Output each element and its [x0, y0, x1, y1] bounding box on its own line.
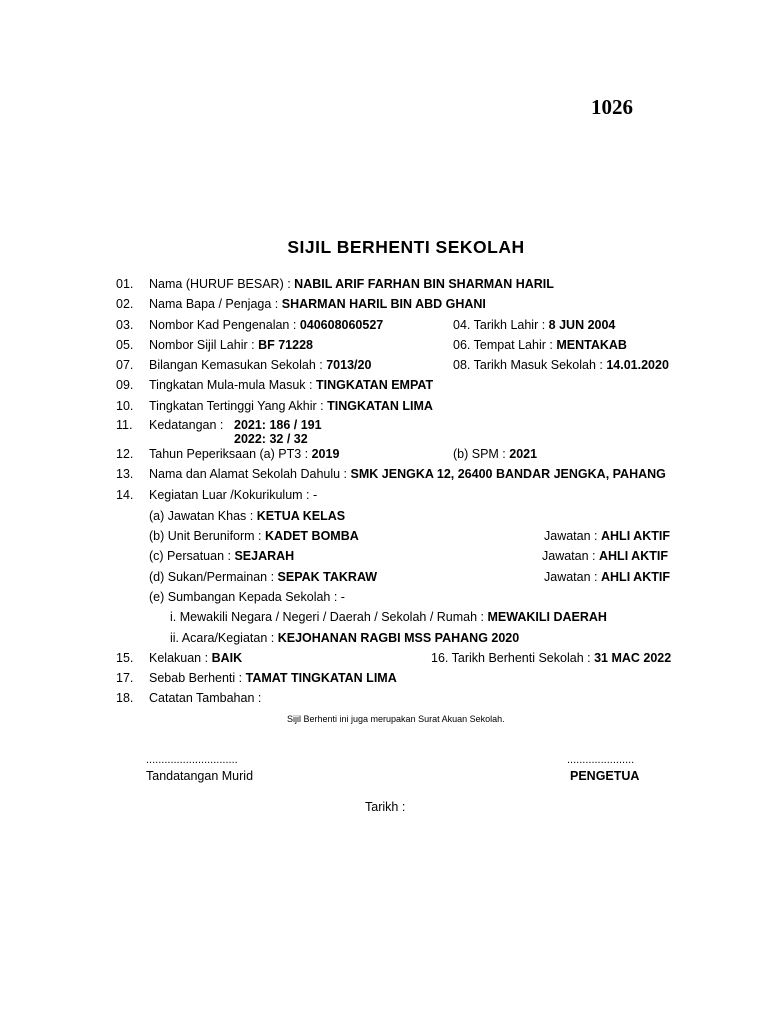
field-label: Nama (HURUF BESAR) : [149, 277, 291, 291]
field-sekolah-dahulu [149, 467, 666, 482]
field-kad [149, 318, 383, 333]
signature-label-pengetua: PENGETUA [570, 769, 640, 783]
field-value: SMK JENGKA 12, 26400 BANDAR JENGKA, PAHANG [350, 467, 666, 481]
field-jawatan-unit [544, 529, 670, 544]
field-kelakuan [149, 651, 242, 666]
item-number: 01. [116, 277, 134, 291]
field-label: Jawatan : [544, 570, 598, 584]
item-number: 02. [116, 297, 134, 311]
field-sukan [149, 570, 377, 585]
field-value: SHARMAN HARIL BIN ABD GHANI [281, 297, 486, 311]
field-label: Nombor Sijil Lahir : [149, 338, 255, 352]
item-number: 15. [116, 651, 134, 665]
item-number: 10. [116, 399, 134, 413]
signature-label-murid: Tandatangan Murid [146, 769, 254, 783]
field-label: Kelakuan : [149, 651, 209, 665]
field-value: 8 JUN 2004 [548, 318, 616, 332]
field-unit-beruniform [149, 529, 359, 544]
field-value: KEJOHANAN RAGBI MSS PAHANG 2020 [277, 631, 520, 645]
document-title: SIJIL BERHENTI SEKOLAH [287, 237, 525, 257]
item-number: 05. [116, 338, 134, 352]
field-value: SEJARAH [234, 549, 295, 563]
field-value: SEPAK TAKRAW [277, 570, 378, 584]
field-tarikh-masuk [453, 358, 669, 373]
tarikh-label [365, 800, 405, 815]
field-value: BF 71228 [258, 338, 313, 352]
kedatangan-2022: 2022: 32 / 32 [234, 432, 308, 446]
field-jawatan-persatuan [542, 549, 668, 564]
field-value: TAMAT TINGKATAN LIMA [245, 671, 397, 685]
field-label: Tahun Peperiksaan (a) PT3 : [149, 447, 309, 461]
field-value: BAIK [211, 651, 243, 665]
field-tarikh-lahir [453, 318, 615, 333]
signature-line-murid: .............................. [146, 754, 238, 766]
field-label: Tingkatan Mula-mula Masuk : [149, 378, 313, 392]
field-label: Nama dan Alamat Sekolah Dahulu : [149, 467, 348, 481]
field-persatuan [149, 549, 294, 564]
field-label: Jawatan : [542, 549, 596, 563]
field-label: 06. Tempat Lahir : [453, 338, 553, 352]
field-value: MENTAKAB [556, 338, 627, 352]
field-value: NABIL ARIF FARHAN BIN SHARMAN HARIL [294, 277, 554, 291]
field-label: (c) Persatuan : [149, 549, 231, 563]
item-number: 17. [116, 671, 134, 685]
item-number: 12. [116, 447, 134, 461]
field-kedatangan-label: Kedatangan : [149, 418, 224, 432]
item-number: 09. [116, 378, 134, 392]
field-nama [149, 277, 554, 292]
field-label: (b) SPM : [453, 447, 506, 461]
note-surat-akuan: Sijil Berhenti ini juga merupakan Surat Akuan Sekolah. [287, 714, 505, 724]
item-number: 11. [116, 418, 133, 432]
item-number: 18. [116, 691, 134, 705]
field-bapa [149, 297, 486, 312]
field-spm [453, 447, 537, 462]
field-kokurikulum-label: Kegiatan Luar /Kokurikulum : - [149, 488, 318, 502]
field-acara [170, 631, 519, 646]
field-value: KADET BOMBA [265, 529, 359, 543]
field-label: i. Mewakili Negara / Negeri / Daerah / Sekolah / Rumah : [170, 610, 485, 624]
field-catatan: Catatan Tambahan : [149, 691, 262, 705]
item-number: 13. [116, 467, 134, 481]
tarikh-text: Tarikh : [365, 800, 406, 814]
field-value: 7013/20 [326, 358, 372, 372]
field-label: 04. Tarikh Lahir : [453, 318, 546, 332]
field-tarikh-berhenti [431, 651, 671, 666]
field-tingkatan-masuk [149, 378, 433, 393]
field-label: Tingkatan Tertinggi Yang Akhir : [149, 399, 324, 413]
field-label: (d) Sukan/Permainan : [149, 570, 275, 584]
field-value: TINGKATAN LIMA [327, 399, 433, 413]
field-label: Nama Bapa / Penjaga : [149, 297, 279, 311]
field-label: Sebab Berhenti : [149, 671, 243, 685]
field-kemasukan [149, 358, 371, 373]
field-jawatan-khas [149, 509, 345, 524]
field-label: (b) Unit Beruniform : [149, 529, 262, 543]
field-label: Jawatan : [544, 529, 598, 543]
signature-line-pengetua: ...................... [567, 754, 635, 766]
field-value: 14.01.2020 [606, 358, 669, 372]
field-value: 2021 [509, 447, 538, 461]
field-value: 040608060527 [299, 318, 384, 332]
field-value: 31 MAC 2022 [594, 651, 672, 665]
field-value: AHLI AKTIF [601, 570, 670, 584]
field-tingkatan-akhir [149, 399, 433, 414]
item-number: 07. [116, 358, 134, 372]
kedatangan-2021: 2021: 186 / 191 [234, 418, 322, 432]
field-value: KETUA KELAS [256, 509, 346, 523]
field-value: AHLI AKTIF [599, 549, 668, 563]
field-label: Nombor Kad Pengenalan : [149, 318, 297, 332]
field-mewakili [170, 610, 607, 625]
field-sumbangan-label: (e) Sumbangan Kepada Sekolah : - [149, 590, 345, 604]
field-label: 08. Tarikh Masuk Sekolah : [453, 358, 603, 372]
serial-number: 1026 [591, 95, 633, 119]
item-number: 03. [116, 318, 134, 332]
field-label: Bilangan Kemasukan Sekolah : [149, 358, 323, 372]
field-label: ii. Acara/Kegiatan : [170, 631, 275, 645]
field-value: AHLI AKTIF [601, 529, 670, 543]
field-jawatan-sukan [544, 570, 670, 585]
field-label: 16. Tarikh Berhenti Sekolah : [431, 651, 591, 665]
field-label: (a) Jawatan Khas : [149, 509, 254, 523]
item-number: 14. [116, 488, 134, 502]
field-value: 2019 [311, 447, 340, 461]
field-sijil-lahir [149, 338, 313, 353]
field-value: MEWAKILI DAERAH [487, 610, 607, 624]
field-peperiksaan [149, 447, 339, 462]
field-tempat-lahir [453, 338, 627, 353]
field-value: TINGKATAN EMPAT [315, 378, 434, 392]
field-sebab [149, 671, 397, 686]
